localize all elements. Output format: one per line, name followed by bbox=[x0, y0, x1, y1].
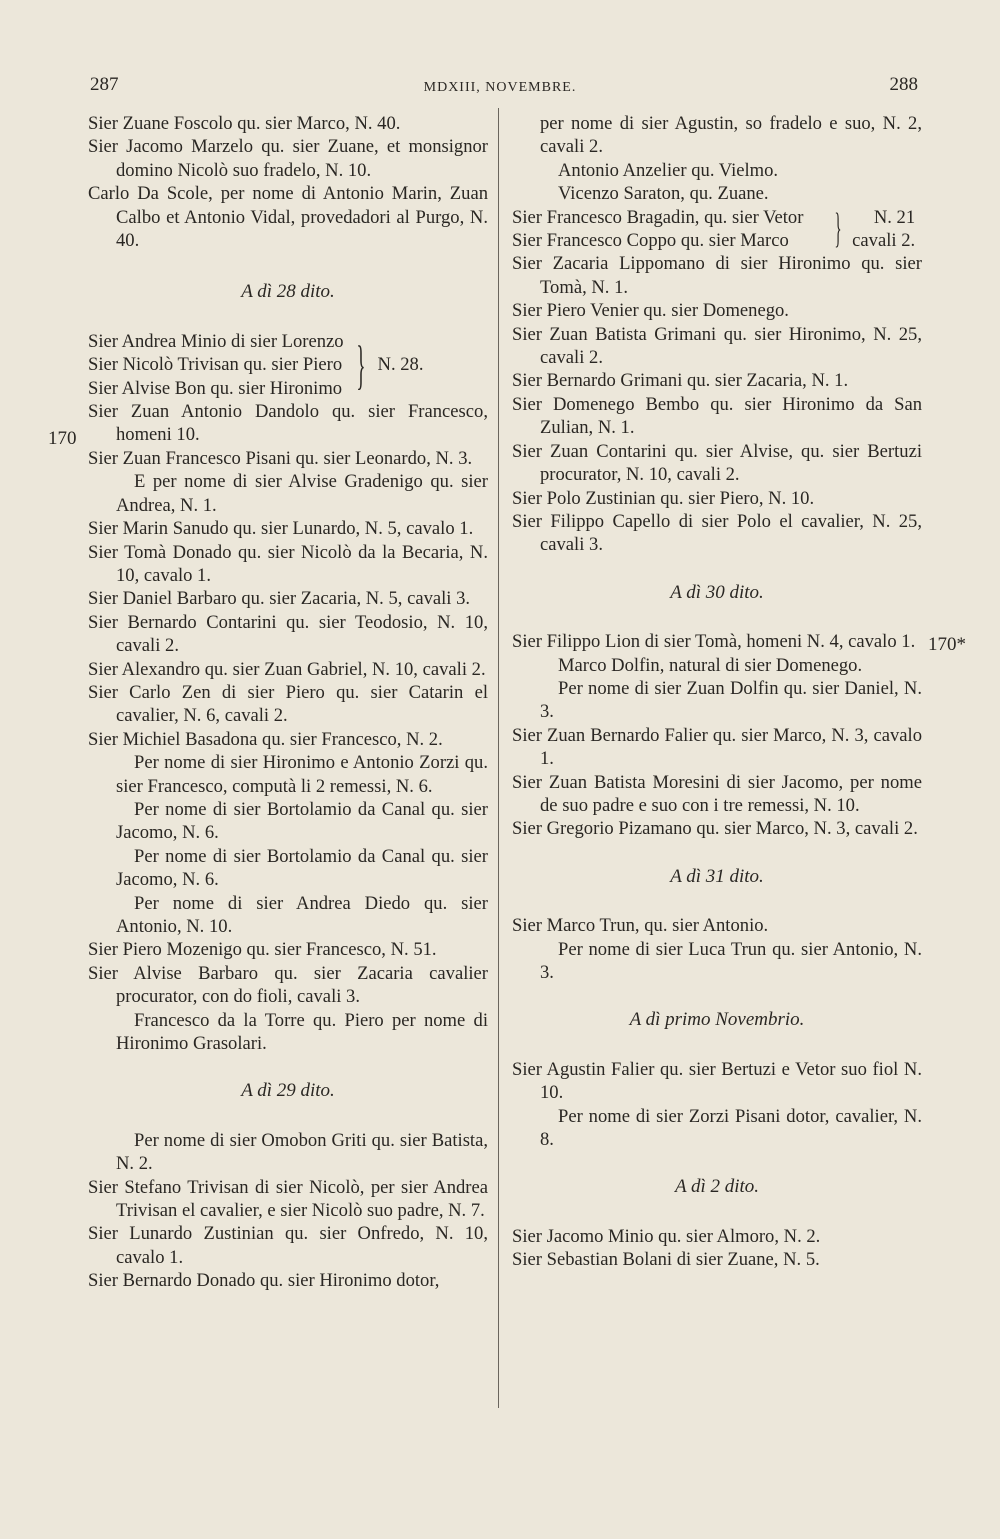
entry: Sier Jacomo Minio qu. sier Almoro, N. 2. bbox=[512, 1225, 821, 1247]
brace-name: Sier Francesco Coppo qu. sier Marco bbox=[512, 230, 789, 252]
brace-glyph: } bbox=[834, 206, 842, 253]
entry: Per nome di sier Zuan Dolfin qu. sier Daniel, N. 3. bbox=[540, 677, 922, 723]
brace-name: Sier Francesco Bragadin, qu. sier Vetor bbox=[512, 206, 804, 228]
page-number-left: 287 bbox=[90, 74, 119, 95]
entry: Per nome di sier Bortolamio da Canal qu. sier Jacomo, N. 6. bbox=[116, 845, 488, 891]
entry: Antonio Anzelier qu. Vielmo. bbox=[558, 159, 779, 181]
date-heading: A dì 29 dito. bbox=[241, 1080, 335, 1102]
date-heading: A dì primo Novembrio. bbox=[629, 1009, 805, 1031]
date-heading: A dì 31 dito. bbox=[670, 865, 764, 887]
entry: Sier Piero Venier qu. sier Domenego. bbox=[512, 300, 789, 322]
entry: Sier Alvise Barbaro qu. sier Zacaria cavalier procurator, con do fioli, cavali 3. bbox=[88, 962, 488, 1008]
margin-number-right: 170* bbox=[928, 634, 966, 655]
entry: Sier Zuan Contarini qu. sier Alvise, qu. sier Bertuzi procurator, N. 10, cavali 2. bbox=[512, 440, 922, 486]
entry: Per nome di sier Luca Trun qu. sier Antonio, N. 3. bbox=[540, 938, 922, 983]
entry: Vicenzo Saraton, qu. Zuane. bbox=[558, 183, 769, 205]
right-column bbox=[512, 112, 922, 1272]
entry: Sier Carlo Zen di sier Piero qu. sier Catarin el cavalier, N. 6, cavali 2. bbox=[88, 681, 488, 727]
entry: Marco Dolfin, natural di sier Domenego. bbox=[558, 654, 863, 676]
running-title: MDXIII, NOVEMBRE. bbox=[423, 80, 577, 95]
entry: Sier Gregorio Pizamano qu. sier Marco, N. 3, cavali 2. bbox=[512, 818, 918, 840]
entry: Sier Tomà Donado qu. sier Nicolò da la Becaria, N. 10, cavalo 1. bbox=[88, 541, 488, 586]
entry: Sier Polo Zustinian qu. sier Piero, N. 10. bbox=[512, 487, 815, 509]
brace-value: N. 21 bbox=[873, 206, 916, 228]
left-column bbox=[88, 112, 488, 1293]
entry: Per nome di sier Omobon Griti qu. sier Batista, N. 2. bbox=[116, 1129, 488, 1175]
brace-name: Sier Andrea Minio di sier Lorenzo bbox=[88, 330, 344, 352]
entry: Per nome di sier Andrea Diedo qu. sier Antonio, N. 10. bbox=[116, 892, 488, 937]
entry: Sier Alexandro qu. sier Zuan Gabriel, N. 10, cavali 2. bbox=[88, 658, 486, 680]
entry: Sier Zuan Francesco Pisani qu. sier Leonardo, N. 3. bbox=[88, 447, 473, 469]
entry: Sier Lunardo Zustinian qu. sier Onfredo, N. 10, cavalo 1. bbox=[88, 1223, 488, 1268]
entry: Sier Agustin Falier qu. sier Bertuzi e Vetor suo fiol N. 10. bbox=[512, 1058, 922, 1104]
entry: Sier Zuan Batista Moresini di sier Jacomo, per nome de suo padre e suo con i tre remessi, N. 10. bbox=[512, 771, 922, 816]
entry: Sier Zuan Antonio Dandolo qu. sier Francesco, homeni 10. bbox=[88, 401, 488, 446]
entry: Sier Marco Trun, qu. sier Antonio. bbox=[512, 915, 769, 937]
entry: Sier Zuan Bernardo Falier qu. sier Marco, N. 3, cavalo 1. bbox=[512, 724, 922, 770]
date-heading: A dì 2 dito. bbox=[674, 1176, 760, 1198]
margin-number-left: 170 bbox=[48, 428, 77, 449]
entry: Sier Bernardo Contarini qu. sier Teodosio, N. 10, cavali 2. bbox=[88, 611, 488, 657]
brace-glyph: } bbox=[356, 334, 366, 395]
entry: Sier Marin Sanudo qu. sier Lunardo, N. 5, cavalo 1. bbox=[88, 518, 474, 540]
entry: E per nome di sier Alvise Gradenigo qu. sier Andrea, N. 1. bbox=[116, 471, 488, 516]
entry: Per nome di sier Hironimo e Antonio Zorzi qu. sier Francesco, computà li 2 remessi, N. 6. bbox=[116, 752, 488, 797]
brace-group bbox=[88, 330, 488, 400]
entry: Francesco da la Torre qu. Piero per nome di Hironimo Grasolari. bbox=[116, 1009, 488, 1055]
brace-name: Sier Nicolò Trivisan qu. sier Piero bbox=[88, 354, 343, 376]
entry: Sier Jacomo Marzelo qu. sier Zuane, et monsignor domino Nicolò suo fradelo, N. 10. bbox=[88, 136, 488, 181]
entry: Sier Zacaria Lippomano di sier Hironimo qu. sier Tomà, N. 1. bbox=[512, 253, 922, 298]
brace-value: N. 28. bbox=[377, 354, 424, 376]
entry: per nome di sier Agustin, so fradelo e suo, N. 2, cavali 2. bbox=[540, 113, 922, 158]
date-heading: A dì 30 dito. bbox=[670, 581, 764, 603]
page-number-right: 288 bbox=[889, 74, 918, 95]
entry: Carlo Da Scole, per nome di Antonio Marin, Zuan Calbo et Antonio Vidal, provedadori al Purgo, N. 40. bbox=[88, 183, 488, 252]
entry: Per nome di sier Zorzi Pisani dotor, cavalier, N. 8. bbox=[540, 1105, 922, 1151]
entry: Sier Domenego Bembo qu. sier Hironimo da San Zulian, N. 1. bbox=[512, 393, 922, 439]
entry: Sier Michiel Basadona qu. sier Francesco, N. 2. bbox=[88, 728, 443, 750]
entry: Sier Daniel Barbaro qu. sier Zacaria, N. 5, cavali 3. bbox=[88, 588, 471, 610]
entry: Sier Sebastian Bolani di sier Zuane, N. 5. bbox=[512, 1249, 820, 1271]
entry: Sier Bernardo Grimani qu. sier Zacaria, N. 1. bbox=[512, 370, 849, 392]
entry: Sier Zuan Batista Grimani qu. sier Hironimo, N. 25, cavali 2. bbox=[512, 323, 922, 369]
entry: Sier Filippo Lion di sier Tomà, homeni N. 4, cavalo 1. bbox=[512, 631, 916, 653]
column-divider bbox=[498, 108, 499, 1408]
brace-group bbox=[512, 206, 922, 253]
entry: Sier Zuane Foscolo qu. sier Marco, N. 40. bbox=[88, 113, 401, 134]
entry: Sier Piero Mozenigo qu. sier Francesco, N. 51. bbox=[88, 939, 437, 961]
entry: Sier Bernardo Donado qu. sier Hironimo dotor, bbox=[88, 1270, 440, 1292]
entry: Sier Filippo Capello di sier Polo el cavalier, N. 25, cavali 3. bbox=[512, 510, 922, 556]
entry: Per nome di sier Bortolamio da Canal qu. sier Jacomo, N. 6. bbox=[116, 798, 488, 844]
date-heading: A dì 28 dito. bbox=[241, 281, 335, 303]
brace-name: Sier Alvise Bon qu. sier Hironimo bbox=[88, 377, 343, 399]
entry: Sier Stefano Trivisan di sier Nicolò, per sier Andrea Trivisan el cavalier, e sier Nicolò suo padre, N. 7. bbox=[88, 1176, 488, 1222]
brace-value: cavali 2. bbox=[852, 230, 916, 252]
